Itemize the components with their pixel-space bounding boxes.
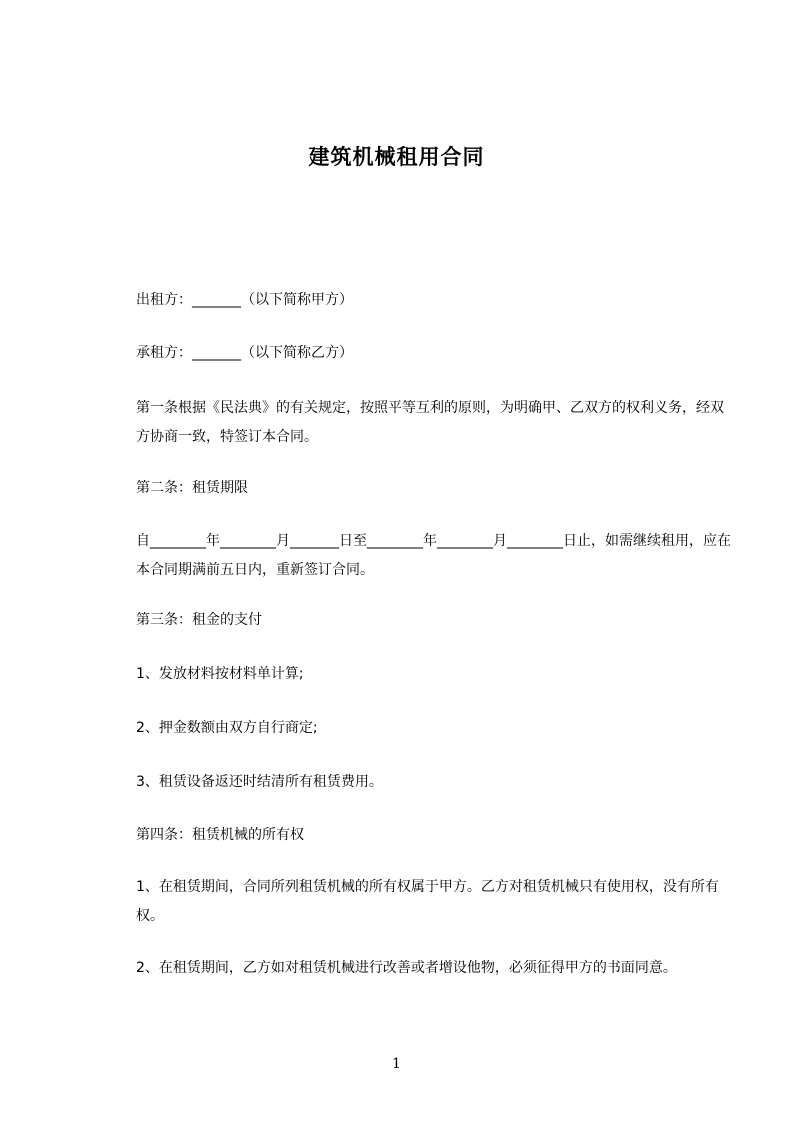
article-1: 第一条根据《民法典》的有关规定，按照平等互利的原则，为明确甲、乙双方的权利义务，经双方协商一致，特签订本合同。	[136, 400, 724, 445]
article-4-heading: 第四条：租赁机械的所有权	[136, 827, 304, 843]
article-3-item-1: 1、发放材料按材料单计算;	[136, 666, 304, 682]
article-4-item-2: 2、在租赁期间，乙方如对租赁机械进行改善或者增设他物，必须征得甲方的书面同意。	[136, 960, 677, 976]
article-3-heading: 第三条：租金的支付	[136, 612, 262, 628]
lessor-line: 出租方：_______（以下简称甲方）	[136, 292, 353, 308]
article-2-body: 自________年________月_______日至________年________月________日止，如需继续租用，应在本合同期满前五日内，重新签订合同。	[136, 533, 731, 578]
article-3-item-2: 2、押金数额由双方自行商定;	[136, 720, 318, 736]
article-4-item-1: 1、在租赁期间，合同所列租赁机械的所有权属于甲方。乙方对租赁机械只有使用权，没有所有权。	[136, 879, 719, 924]
document-title: 建筑机械租用合同	[308, 145, 485, 169]
lessee-line: 承租方：_______（以下简称乙方）	[136, 345, 353, 361]
article-2-heading: 第二条：租赁期限	[136, 480, 248, 496]
page-number: 1	[392, 1056, 401, 1072]
article-3-item-3: 3、租赁设备返还时结清所有租赁费用。	[136, 774, 383, 790]
